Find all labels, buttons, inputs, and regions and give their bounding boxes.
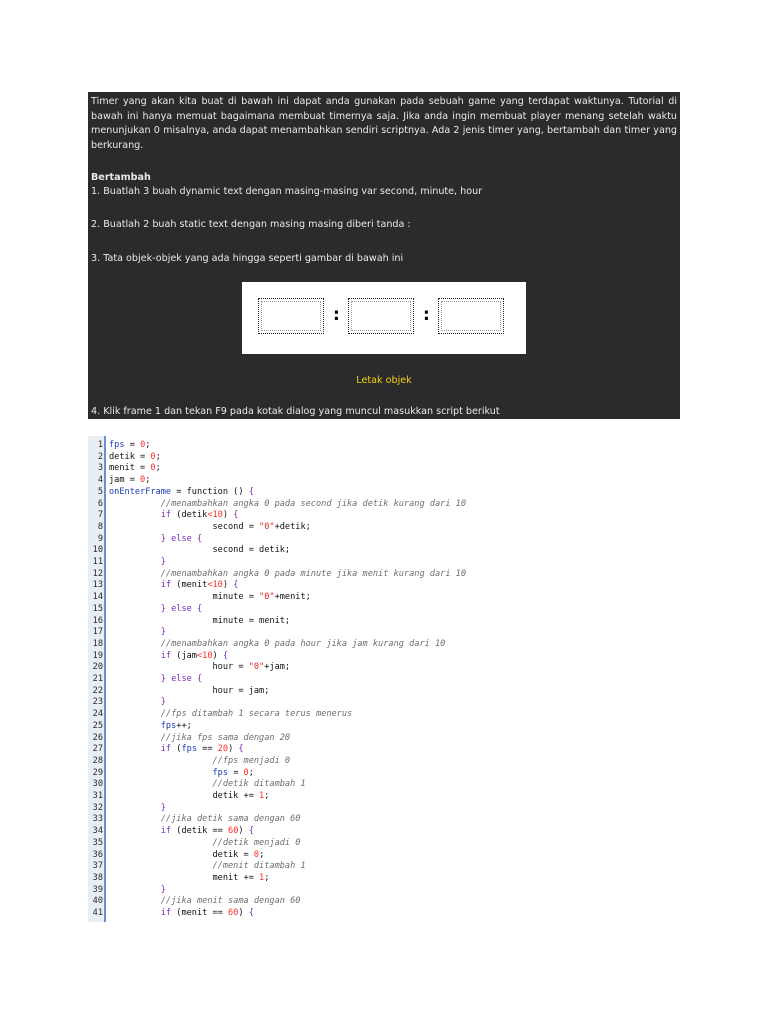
code-token — [109, 814, 161, 824]
code-text — [109, 803, 166, 815]
code-token: 0 — [140, 475, 146, 486]
article-panel — [88, 92, 680, 419]
code-text — [109, 639, 445, 651]
code-text — [109, 756, 290, 768]
line-number: 37 — [92, 861, 103, 872]
code-token: "0" — [248, 662, 265, 673]
line-number: 36 — [92, 849, 103, 860]
code-token: fps — [160, 720, 177, 731]
code-token: { — [222, 650, 229, 661]
code-token: { — [233, 510, 239, 521]
line-number: 3 — [97, 463, 103, 474]
code-token: ) — [238, 826, 249, 837]
line-number: 15 — [92, 603, 103, 614]
code-token — [109, 744, 161, 754]
line-number: 30 — [92, 779, 103, 790]
line-number: 39 — [92, 884, 103, 895]
code-token — [109, 639, 161, 649]
code-text — [109, 791, 269, 803]
code-token: ) — [222, 510, 234, 521]
section-title: Bertambah — [91, 172, 151, 183]
code-token: //menambahkan angka 0 pada hour jika jam kurang dari 10 — [160, 638, 446, 649]
code-token — [109, 651, 161, 661]
step-4: 4. Klik frame 1 dan tekan F9 pada kotak dialog yang muncul masukkan script berikut — [91, 406, 500, 417]
line-number: 34 — [92, 826, 103, 837]
code-token: == — [197, 744, 218, 755]
code-listing — [88, 436, 548, 922]
code-token: "0" — [259, 521, 275, 532]
code-token: second = detik; — [109, 545, 291, 556]
code-token: +menit; — [274, 592, 311, 603]
code-token: 0 — [150, 451, 156, 462]
code-text — [109, 604, 202, 616]
code-text — [109, 850, 264, 862]
code-token: (menit == — [171, 908, 229, 918]
code-text — [109, 697, 166, 709]
step-3: 3. Tata objek-objek yang ada hingga seperti gambar di bawah ini — [91, 253, 404, 264]
code-text — [109, 534, 202, 546]
code-token: } — [160, 697, 166, 708]
code-token: <10 — [207, 580, 223, 591]
code-token: //menit ditambah 1 — [212, 861, 306, 872]
code-text — [109, 499, 466, 511]
code-text — [109, 733, 290, 745]
code-token: if — [160, 650, 172, 661]
code-token: } — [160, 884, 166, 895]
code-token: if — [160, 908, 172, 918]
code-token: ) — [238, 908, 249, 918]
code-token: { — [248, 826, 254, 837]
code-token — [109, 499, 161, 509]
code-token: //fps ditambah 1 secara terus menerus — [160, 709, 353, 720]
code-token: //fps menjadi 0 — [212, 755, 291, 766]
code-token: ; — [264, 791, 270, 801]
intro-paragraph: Timer yang akan kita buat di bawah ini dapat anda gunakan pada sebuah game yang terdapat waktunya. Tutorial di bawah ini hanya memuat bagaimana membuat timernya saja. Jika anda ingin membuat player menang setelah waktu menunjukan 0 misalnya, anda dapat menambahkan sendiri scriptnya. Ada 2 jenis timer yang, bertambah dan timer yang berkurang. — [91, 96, 677, 151]
code-token: 60 — [228, 908, 239, 918]
code-token: fps — [181, 744, 197, 755]
code-token: +detik; — [274, 521, 311, 532]
code-token — [109, 803, 161, 813]
hour-text-field — [258, 298, 324, 334]
line-number: 29 — [92, 767, 103, 778]
line-number: 9 — [97, 533, 103, 544]
code-text — [109, 873, 269, 885]
code-token — [109, 779, 212, 789]
code-token — [109, 674, 161, 684]
code-token — [109, 861, 212, 871]
code-token: jam = — [109, 475, 141, 486]
line-number: 26 — [92, 732, 103, 743]
code-token: = function () — [171, 486, 249, 497]
code-text — [109, 580, 238, 592]
code-token: +jam; — [264, 662, 291, 673]
line-number: 31 — [92, 791, 103, 801]
code-token: ; — [259, 849, 265, 860]
code-token: (jam — [171, 650, 197, 661]
timer-layout-figure — [242, 282, 526, 354]
code-token: menit = — [109, 463, 151, 474]
code-token — [109, 721, 161, 731]
code-token: { — [238, 744, 244, 755]
code-token: ; — [145, 475, 151, 486]
line-number: 7 — [97, 510, 103, 521]
code-token: 0 — [150, 463, 156, 474]
code-token: } else { — [160, 674, 203, 684]
code-token: hour = — [109, 662, 249, 673]
code-token: <10 — [196, 650, 213, 661]
code-token: ; — [145, 440, 151, 450]
code-token: (detik == — [171, 826, 229, 837]
code-token: "0" — [259, 592, 275, 603]
code-token: 1 — [259, 791, 265, 801]
code-token: { — [233, 580, 239, 591]
code-token: } — [160, 802, 166, 813]
code-token — [109, 826, 161, 836]
code-text — [109, 522, 311, 534]
code-token: onEnterFrame — [109, 486, 172, 497]
line-number: 10 — [92, 545, 103, 556]
code-text — [109, 592, 311, 604]
line-number: 38 — [92, 872, 103, 883]
code-text — [109, 686, 269, 698]
code-token: fps — [109, 440, 125, 450]
code-token: } — [160, 557, 166, 567]
code-text — [109, 440, 150, 452]
line-number: 18 — [92, 638, 103, 649]
code-text — [109, 662, 290, 674]
code-token: } — [160, 627, 166, 638]
code-token: (detik — [171, 510, 208, 521]
line-number: 6 — [97, 498, 103, 509]
code-token: detik = — [109, 451, 151, 462]
code-text — [109, 627, 166, 639]
code-token: fps — [212, 767, 229, 778]
code-token: //jika detik sama dengan 60 — [160, 814, 301, 825]
code-token: minute = menit; — [109, 615, 291, 626]
code-token — [109, 510, 161, 520]
code-token: } else { — [160, 533, 203, 544]
code-token — [109, 838, 212, 848]
code-token: ++; — [176, 720, 192, 731]
line-number: 14 — [92, 592, 103, 603]
code-token — [109, 604, 161, 614]
code-text — [109, 721, 192, 733]
code-text — [109, 814, 300, 826]
code-token: //menambahkan angka 0 pada minute jika menit kurang dari 10 — [160, 568, 467, 579]
line-number: 20 — [92, 662, 103, 673]
code-token: ) — [212, 650, 223, 661]
code-token: second = — [109, 521, 260, 532]
code-token — [109, 534, 161, 544]
step-1: 1. Buatlah 3 buah dynamic text dengan masing-masing var second, minute, hour — [91, 186, 483, 197]
code-token — [109, 627, 161, 637]
line-number: 12 — [92, 568, 103, 579]
code-text — [109, 908, 254, 920]
code-text — [109, 569, 466, 581]
line-number: 35 — [92, 837, 103, 848]
line-number: 25 — [92, 720, 103, 731]
code-token: ( — [171, 744, 182, 755]
line-number: 19 — [92, 650, 103, 661]
code-token — [109, 768, 212, 778]
code-token: 60 — [228, 826, 239, 837]
code-text — [109, 768, 254, 780]
code-token: ; — [264, 872, 270, 883]
second-text-field — [438, 298, 504, 334]
code-text — [109, 896, 300, 908]
figure-caption: Letak objek — [356, 375, 412, 386]
code-text — [109, 463, 161, 475]
code-token: 20 — [217, 744, 229, 755]
code-token — [109, 896, 161, 906]
code-token: if — [160, 744, 172, 755]
code-token: hour = jam; — [109, 685, 270, 696]
line-number: 28 — [92, 755, 103, 766]
line-number: 24 — [92, 709, 103, 720]
code-text — [109, 616, 290, 628]
code-text — [109, 475, 150, 487]
code-token — [109, 569, 161, 579]
code-token: 1 — [259, 872, 265, 883]
line-number: 33 — [92, 814, 103, 825]
code-token: //menambahkan angka 0 pada second jika detik kurang dari 10 — [160, 498, 467, 509]
code-text — [109, 557, 166, 569]
line-number: 27 — [92, 744, 103, 755]
code-text — [109, 452, 161, 464]
code-token: ; — [155, 463, 161, 474]
line-number: 32 — [92, 802, 103, 813]
code-token: minute = — [109, 592, 260, 603]
code-token: 0 — [140, 440, 146, 450]
code-token: { — [248, 486, 254, 497]
code-token: detik += — [109, 791, 260, 801]
code-text — [109, 885, 166, 897]
code-token: ) — [222, 580, 234, 591]
line-number: 11 — [92, 557, 103, 567]
code-token — [109, 557, 161, 567]
line-number: 21 — [92, 674, 103, 684]
code-token — [109, 756, 212, 766]
line-number: 40 — [92, 896, 103, 907]
code-token: ; — [248, 767, 254, 778]
minute-text-field — [348, 298, 414, 334]
code-text — [109, 744, 244, 756]
step-2: 2. Buatlah 2 buah static text dengan masing masing diberi tanda : — [91, 219, 411, 230]
code-token — [109, 697, 161, 707]
code-text — [109, 510, 238, 522]
code-text — [109, 779, 306, 791]
code-text — [109, 487, 254, 499]
line-number: 1 — [97, 440, 103, 450]
code-token — [109, 908, 161, 918]
code-token: //jika fps sama dengan 20 — [160, 732, 291, 743]
line-number: 41 — [92, 908, 103, 918]
line-number: 23 — [92, 697, 103, 708]
line-number: 22 — [92, 685, 103, 696]
code-token: if — [160, 826, 172, 837]
code-token: (menit — [171, 580, 208, 591]
line-number: 4 — [97, 475, 103, 486]
code-token — [109, 580, 161, 590]
code-token: = — [124, 440, 141, 450]
code-token: <10 — [207, 510, 223, 521]
code-token: } else { — [160, 603, 203, 614]
code-token: menit += — [109, 872, 260, 883]
code-token: 0 — [243, 767, 249, 778]
code-text — [109, 861, 306, 873]
line-number: 8 — [97, 521, 103, 532]
code-token: //detik menjadi 0 — [212, 837, 301, 848]
code-token — [109, 709, 161, 719]
code-token — [109, 733, 161, 743]
code-token: detik = — [109, 849, 254, 860]
code-token: ; — [155, 451, 161, 462]
separator-colon: : — [333, 305, 340, 325]
code-text — [109, 545, 290, 557]
code-token: //jika menit sama dengan 60 — [160, 896, 301, 907]
code-token: { — [248, 908, 254, 918]
code-text — [109, 709, 352, 721]
line-number: 13 — [92, 580, 103, 591]
code-token: //detik ditambah 1 — [212, 779, 306, 790]
code-token: = — [228, 767, 244, 778]
line-number: 2 — [97, 451, 103, 462]
code-token: if — [160, 510, 172, 521]
code-token — [109, 885, 161, 895]
line-number: 16 — [92, 615, 103, 626]
line-number: 5 — [97, 486, 103, 497]
code-token: ) — [228, 744, 239, 755]
code-token: 0 — [253, 849, 260, 860]
line-number: 17 — [92, 627, 103, 638]
separator-colon: : — [423, 305, 430, 325]
code-token: if — [160, 580, 172, 591]
code-text — [109, 838, 300, 850]
code-text — [109, 674, 202, 686]
code-text — [109, 651, 228, 663]
code-text — [109, 826, 254, 838]
